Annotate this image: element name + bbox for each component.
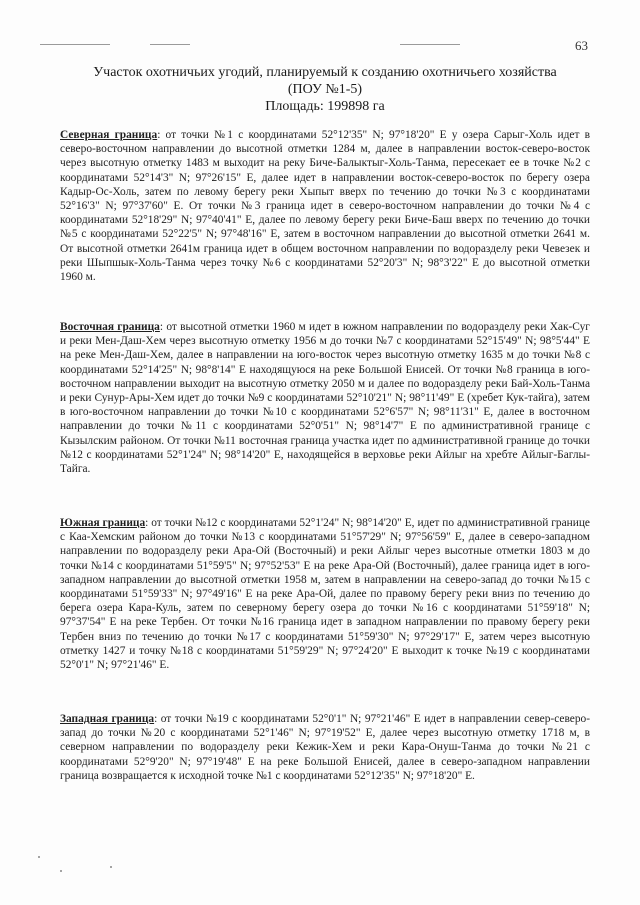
south-boundary-text: : от точки №12 с координатами 52°1'24" N; 98°14'20" E, идет по административной границе с Каа-Хемским районом до точки №13 с координатами 51°57'29" N; 97°56'59" E, далее в северо-западном направлении по водоразделу реки Ара-Ой (Восточный) и реки Айлыг через высотные отметки 1803 м до точки №14 с координатами 51°59'5" N; 97°52'53" E на реке Ара-Ой (Восточный), далее граница идет в юго-западном направлении до высотной отметки 1958 м, затем в направлении на северо-запад до точки №15 с координатами 51°59'33" N; 97°49'16" E на реке Ара-Ой, далее по правому берегу реки вниз по течению до берега озера Кара-Куль, затем по северному берегу озера до точки №16 с координатами 51°59'18" N; 97°37'54" E на реке Тербен. От точки №16 граница идет в западном направлении по правому берегу реки Тербен вниз по течению до точки №17 с координатами 51°59'30" N; 97°29'17" E, затем через высотную отметку 1427 и точку №18 с координатами 51°59'29" N; 97°24'20" E выходит к точке №19 с координатами 52°0'1" N; 97°21'46" E. — [60, 517, 590, 672]
north-boundary-text: : от точки №1 с координатами 52°12'35" N; 97°18'20" E у озера Сарыг-Холь идет в северо-восточном направлении до высотной отметки 1284 м, далее в направлении восток-северо-восток через высотную отметку 1483 м выходит на реку Биче-Балыктыг-Холь-Танма, пересекает ее в точке №2 с координатами 52°14'3" N; 97°26'15" E, далее идет в направлении восток-северо-восток по берегу озера Кадыр-Ос-Холь, затем по левому берегу реки Хыпыт вверх по течению до точки №3 с координатами 52°16'3" N; 97°37'60" E. От точки №3 граница идет в северо-восточном направлении до точки №4 с координатами 52°18'29" N; 97°40'41" E, далее по левому берегу реки Биче-Баш вверх по течению до точки №5 с координатами 52°22'5" N; 97°48'16" E, затем в восточном направлении до высотной отметки 2641 м. От высотной отметки 2641м граница идет в общем восточном направлении по водоразделу реки Чевезек и реки Шыпшык-Холь-Танма через точку №6 с координатами 52°20'3" N; 98°3'22" E до высотной отметки 1960 м. — [60, 129, 590, 284]
scan-artifact-dot — [110, 866, 112, 868]
scan-artifact-line — [400, 44, 460, 45]
document-header — [60, 64, 590, 115]
scan-artifact-dot — [38, 856, 40, 858]
west-boundary-text: : от точки №19 с координатами 52°0'1" N; 97°21'46" E идет в направлении север-северо-запад до точки №20 с координатами 52°1'46" N; 97°19'52" E, далее через высотную отметку 1718 м, в северном направлении по водоразделу реки Кежик-Хем и реки Кара-Онуш-Танма до точки №21 с координатами 52°9'20" N; 97°19'48" E на реке Большой Енисей, далее в северо-западном направлении граница возвращается к исходной точке №1 с координатами 52°12'35" N; 97°18'20" E. — [60, 713, 591, 782]
west-boundary-heading: Западная граница — [60, 713, 155, 725]
scan-artifact-line — [40, 44, 110, 45]
south-boundary-heading: Южная граница — [60, 517, 146, 529]
page-number: 63 — [575, 38, 588, 53]
north-boundary-paragraph — [60, 128, 590, 284]
south-boundary-paragraph — [60, 516, 590, 672]
scan-artifact-dot — [60, 870, 62, 872]
west-boundary-paragraph — [60, 712, 590, 783]
header-title: Участок охотничьих угодий, планируемый к созданию охотничьего хозяйства — [93, 65, 557, 80]
header-area: Площадь: 199898 га — [265, 99, 385, 114]
east-boundary-heading: Восточная граница — [60, 321, 160, 333]
scan-artifact-line — [150, 44, 190, 45]
north-boundary-heading: Северная граница — [60, 129, 158, 141]
east-boundary-text: : от высотной отметки 1960 м идет в южном направлении по водоразделу реки Хак-Суг и реки Мен-Даш-Хем через высотную отметку 1956 м до точки №7 с координатами 52°15'49" N; 98°5'44" E на реке Мен-Даш-Хем, далее в направлении на юго-восток через высотную отметку 1635 м до точки №8 с координатами 52°14'25" N; 98°8'14" E находящуюся на реке Большой Енисей. От точки №8 граница в юго-восточном направлении выходит на высотную отметку 2050 м и далее по водоразделу реки Бай-Холь-Танма и реки Сунур-Ары-Хем идет до точки №9 с координатами 52°10'21" N; 98°11'49" E (хребет Кук-тайга), затем в юго-восточном направлении до точки №10 с координатами 52°6'57" N; 98°11'31" E, далее в восточном направлении до точки №11 с координатами 52°0'51" N; 98°14'7" E по административной границе с Кызылским районом. От точки №11 восточная граница участка идет по административной границе до точки №12 с координатами 52°1'24" N; 98°14'20" E, находящейся в верховье реки Айлыг на хребте Айлыг-Баглы-Тайга. — [60, 321, 590, 476]
header-subtitle: (ПОУ №1-5) — [287, 82, 363, 97]
east-boundary-paragraph — [60, 320, 590, 476]
